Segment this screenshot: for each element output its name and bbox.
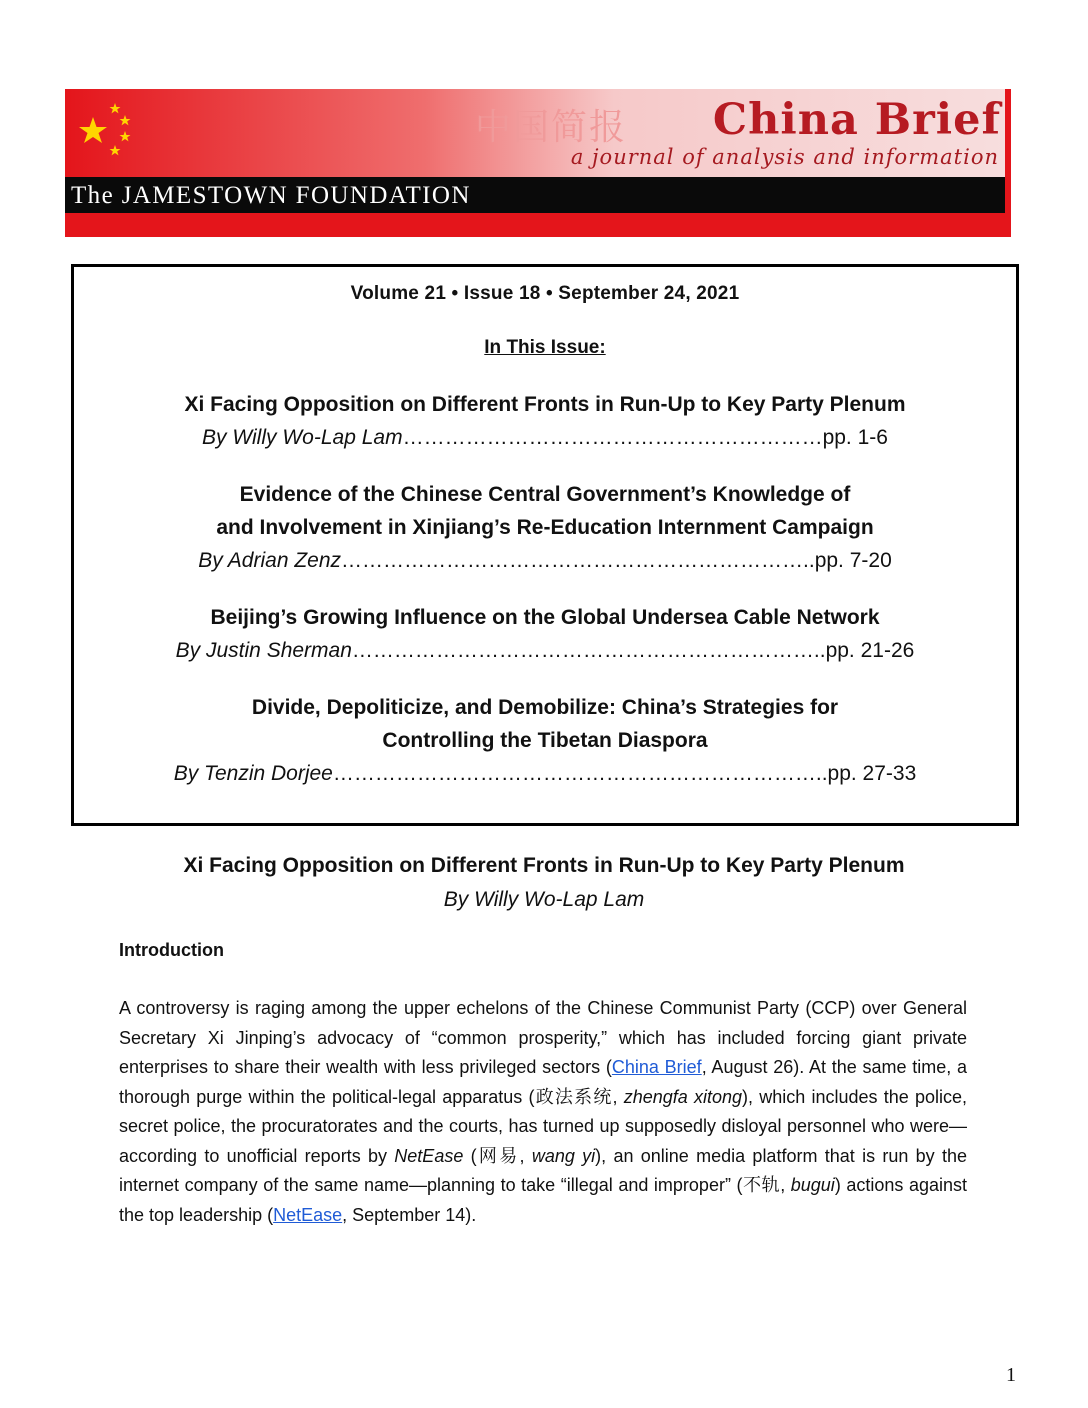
toc-item-1-pages: pp. 1-6: [822, 426, 888, 449]
toc-dots: …………………………………………………………..: [351, 639, 826, 662]
pinyin-term: wang yi: [531, 1145, 596, 1166]
article-paragraph: [119, 994, 967, 1230]
source-name: NetEase: [394, 1145, 464, 1166]
toc-item-2-author-line: [74, 544, 1016, 577]
toc-item-1-author: By Willy Wo-Lap Lam: [202, 426, 403, 449]
article-byline: By Willy Wo-Lap Lam: [443, 888, 645, 911]
toc-item-4-title-line-1[interactable]: Divide, Depoliticize, and Demobilize: China’s Strategies for: [251, 696, 839, 719]
paragraph-text: ), an online media platform that is run by the internet company of the same name—planning to take “illegal and improper” (不轨,: [119, 1145, 968, 1195]
toc-dots: …………………………………………………………..: [341, 549, 815, 572]
pinyin-term: zhengfa xitong: [623, 1086, 743, 1107]
paragraph-text: , September 14).: [342, 1204, 477, 1225]
masthead-chinese-title: 中国简报: [475, 107, 628, 148]
toc-item-3-pages: pp. 21-26: [825, 639, 915, 662]
paragraph-text: ) actions against the top leadership (: [119, 1175, 968, 1225]
toc-item-4-author: By Tenzin Dorjee: [173, 762, 333, 785]
toc-item-1-author-line: [74, 421, 1016, 454]
issue-contents-box: [71, 264, 1019, 826]
masthead-bottom-strip: [65, 213, 1011, 237]
paragraph-text: , August 26). At the same time, a thorough purge within the political-legal apparatus (政法系统,: [119, 1057, 968, 1107]
toc-item-4-pages: pp. 27-33: [827, 762, 917, 785]
paragraph-text: ), which includes the police, secret police, the procuratorates and the courts, has turned up supposedly disloyal personnel who were—according to unofficial reports by: [119, 1086, 967, 1166]
masthead-tagline: a journal of analysis and information: [570, 145, 999, 169]
toc-item-1-title[interactable]: Xi Facing Opposition on Different Fronts in Run-Up to Key Party Plenum: [184, 393, 906, 416]
foundation-bar: [65, 177, 1005, 213]
toc-item-2-title-line-1[interactable]: Evidence of the Chinese Central Government’s Knowledge of: [239, 483, 851, 506]
article-title: Xi Facing Opposition on Different Fronts in Run-Up to Key Party Plenum: [183, 854, 905, 877]
toc-item-3-title[interactable]: Beijing’s Growing Influence on the Global Undersea Cable Network: [210, 606, 880, 629]
page-number: 1: [1006, 1364, 1016, 1386]
masthead-right-strip: [1005, 89, 1011, 237]
china-brief-link[interactable]: China Brief: [611, 1057, 702, 1077]
toc-item-2-title-line-2[interactable]: and Involvement in Xinjiang’s Re-Education Internment Campaign: [216, 516, 874, 539]
toc-dots: ……………………………………………………: [402, 426, 823, 449]
toc-item-4-author-line: [74, 757, 1016, 790]
masthead-banner: [65, 89, 1011, 237]
netease-link[interactable]: NetEase: [273, 1204, 343, 1225]
issue-line: Volume 21 • Issue 18 • September 24, 2021: [350, 283, 740, 304]
toc-item-3-author-line: [74, 634, 1016, 667]
toc-item-2-author: By Adrian Zenz: [198, 549, 342, 572]
pinyin-term: bugui: [790, 1175, 835, 1195]
toc-item-3-author: By Justin Sherman: [175, 639, 352, 662]
in-this-issue-heading: In This Issue:: [484, 337, 606, 358]
masthead-brand: China Brief: [712, 95, 1001, 145]
paragraph-text: A controversy is raging among the upper echelons of the Chinese Communist Party (CCP) over General Secretary Xi Jinping’s advocacy of “common prosperity,” which has included forcing giant private enterprises to share their wealth with less privileged sectors (: [119, 998, 967, 1077]
section-heading: Introduction: [119, 940, 224, 960]
toc-item-4-title-line-2[interactable]: Controlling the Tibetan Diaspora: [382, 729, 708, 752]
china-flag-stars-icon: [75, 97, 135, 161]
paragraph-text: (网易,: [463, 1145, 532, 1166]
toc-item-2-pages: pp. 7-20: [814, 549, 892, 572]
foundation-name: The JAMESTOWN FOUNDATION: [71, 182, 471, 209]
toc-dots: ……………………………………………………………..: [332, 762, 828, 785]
